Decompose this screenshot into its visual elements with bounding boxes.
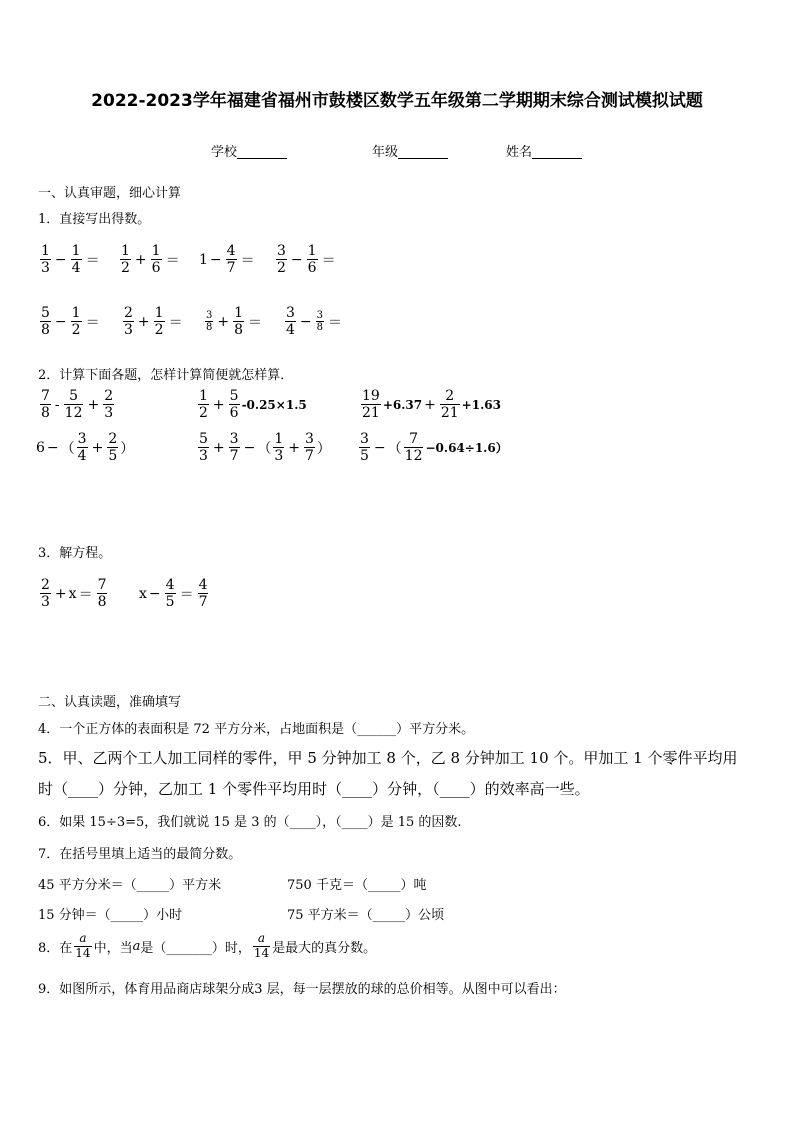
- question-7-item-b: 750 千克＝（_____）吨: [287, 878, 427, 893]
- question-3: 3．解方程。: [38, 546, 112, 561]
- q1-expr-7: $\frac{3}{8}$ + $\frac{1}{8}$ ＝: [206, 305, 263, 339]
- fraction: $\frac{1}{4}$: [71, 243, 81, 277]
- fraction: $\frac{1}{3}$: [41, 243, 50, 277]
- question-5-line-2: 时（____）分钟，乙加工 1 个零件平均用时（____）分钟，（____）的效率高一些。: [38, 780, 590, 798]
- q3-equation-1: $\frac{2}{3}$ + x ＝ $\frac{7}{8}$: [41, 577, 107, 611]
- q1-expr-5: $\frac{5}{8}$ − $\frac{1}{2}$ ＝: [41, 305, 100, 339]
- question-7: 7．在括号里填上适当的最简分数。: [38, 847, 242, 862]
- question-5-line-1: 5．甲、乙两个工人加工同样的零件，甲 5 分钟加工 8 个，乙 8 分钟加工 10 个。甲加工 1 个零件平均用: [38, 749, 738, 767]
- question-8: 8．在 $\frac{a}{14}$ 中，当 a 是（_______）时， $\frac{a}{14}$ 是最大的真分数。: [38, 931, 377, 960]
- question-2: 2．计算下面各题，怎样计算简便就怎样算．: [38, 368, 294, 383]
- q1-expr-1: $\frac{1}{3}$ − $\frac{1}{4}$ ＝: [41, 243, 100, 277]
- question-4: 4．一个正方体的表面积是 72 平方分米，占地面积是（______）平方分米。: [38, 722, 475, 737]
- question-7-item-d: 75 平方米＝（_____）公顷: [287, 908, 445, 923]
- q2-expr-5: $\frac{5}{3}$ + $\frac{3}{7}$ − （ $\frac{1}{3}$ + $\frac{3}{7}$ ）: [199, 431, 331, 465]
- name-field[interactable]: [506, 141, 582, 160]
- q3-equation-2: x − $\frac{4}{5}$ ＝ $\frac{4}{7}$: [139, 577, 208, 611]
- grade-label: 年级: [372, 145, 399, 160]
- school-field[interactable]: [211, 141, 287, 160]
- question-7-item-a: 45 平方分米＝（_____）平方米: [38, 878, 222, 893]
- q2-expr-6: $\frac{3}{5}$ − （ $\frac{7}{12}$ −0.64÷1.6）: [360, 431, 508, 465]
- name-label: 姓名: [506, 145, 533, 160]
- q1-expr-2: $\frac{1}{2}$ + $\frac{1}{6}$ ＝: [121, 243, 180, 277]
- q2-expr-4: 6 − （ $\frac{3}{4}$ + $\frac{2}{5}$ ）: [36, 431, 135, 465]
- section-1-heading: 一、认真审题，细心计算: [38, 186, 182, 201]
- question-7-item-c: 15 分钟＝（_____）小时: [38, 908, 183, 923]
- school-blank[interactable]: [237, 144, 287, 159]
- q1-expr-8: $\frac{3}{4}$ − $\frac{3}{8}$ ＝: [286, 305, 343, 339]
- q2-expr-2: $\frac{1}{2}$ + $\frac{5}{6}$ -0.25×1.5: [199, 388, 307, 422]
- section-2-heading: 二、认真读题，准确填写: [38, 695, 182, 710]
- page-title: 2022-2023学年福建省福州市鼓楼区数学五年级第二学期期末综合测试模拟试题: [91, 91, 703, 111]
- name-blank[interactable]: [532, 144, 582, 159]
- q1-expr-3: 1 − $\frac{4}{7}$ ＝: [199, 243, 255, 277]
- q1-expr-6: $\frac{2}{3}$ + $\frac{1}{2}$ ＝: [124, 305, 183, 339]
- school-label: 学校: [211, 145, 238, 160]
- q1-expr-4: $\frac{3}{2}$ − $\frac{1}{6}$ ＝: [277, 243, 336, 277]
- question-9: 9．如图所示，体育用品商店球架分成3 层，每一层摆放的球的总价相等。从图中可以看出：: [38, 982, 566, 997]
- question-6: 6．如果 15÷3=5，我们就说 15 是 3 的（____），（____）是 15 的因数.: [38, 815, 462, 830]
- grade-field[interactable]: [372, 141, 448, 160]
- q2-expr-1: $\frac{7}{8}$ - $\frac{5}{12}$ + $\frac{2}{3}$: [41, 388, 114, 422]
- q2-expr-3: $\frac{19}{21}$ +6.37 + $\frac{2}{21}$ +1.63: [362, 388, 501, 422]
- grade-blank[interactable]: [398, 144, 448, 159]
- question-1: 1．直接写出得数。: [38, 212, 151, 227]
